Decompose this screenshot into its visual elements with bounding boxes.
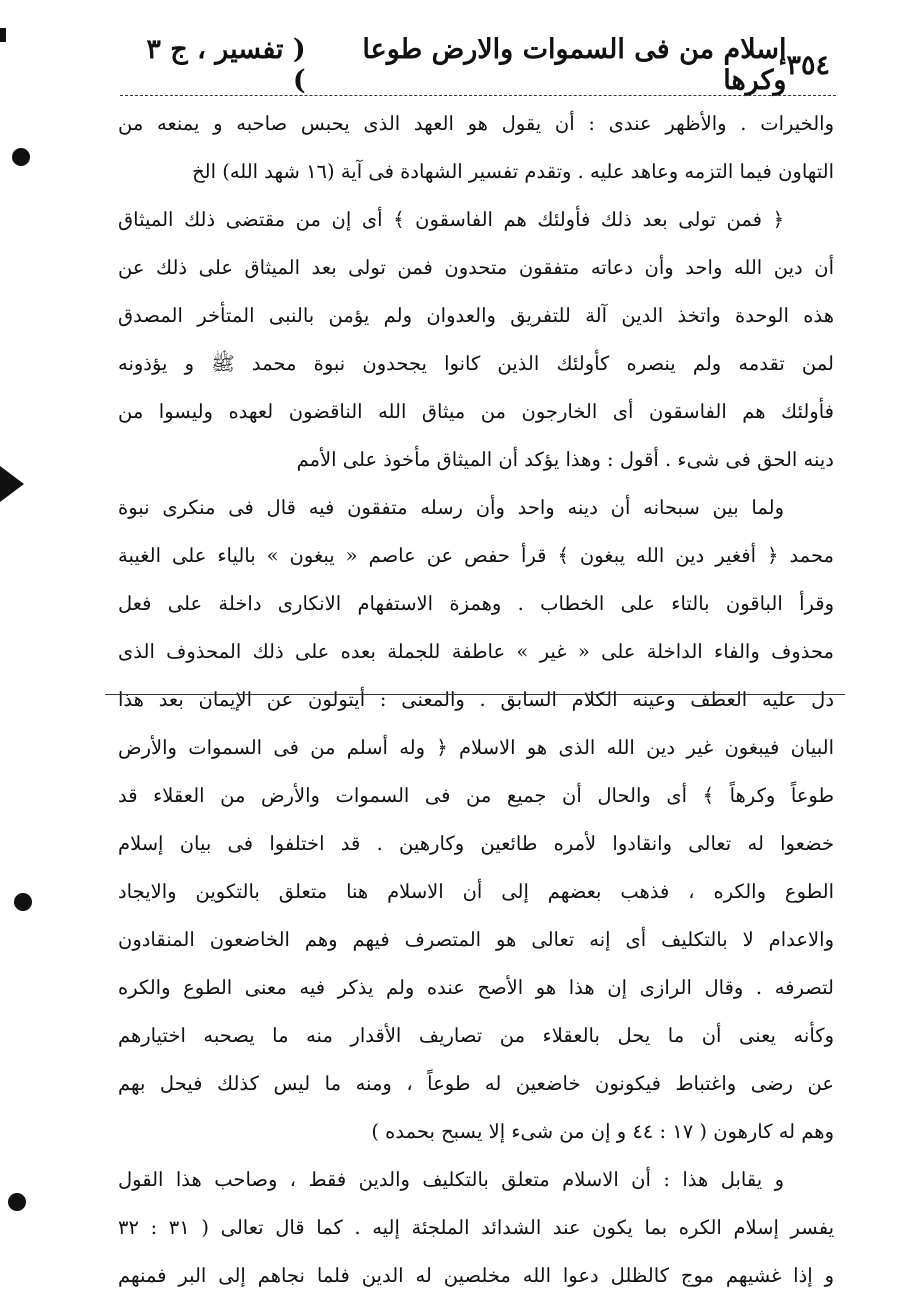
text-line: دينه الحق فى شىء . أقول : وهذا يؤكد أن الميثاق مأخوذ على الأمم bbox=[296, 448, 834, 471]
edge-tab-mark bbox=[0, 466, 24, 502]
text-line: محذوف والفاء الداخلة على « غير » عاطفة للجملة بعده على ذلك المحذوف الذى bbox=[118, 640, 834, 663]
text-line: ﴿ فمن تولى بعد ذلك فأولئك هم الفاسقون ﴾ أى إن من مقتضى ذلك الميثاق bbox=[118, 208, 784, 231]
text-line: هذه الوحدة واتخذ الدين آلة للتفريق والعدوان ولم يؤمن بالنبى المتأخر المصدق bbox=[118, 304, 834, 327]
text-line: أن دين الله واحد وأن دعاته متفقون متحدون فمن تولى بعد الميثاق على ذلك عن bbox=[118, 256, 834, 279]
text-line: وقرأ الباقون بالتاء على الخطاب . وهمزة الاستفهام الانكارى داخلة على فعل bbox=[118, 592, 834, 615]
text-line: و يقابل هذا : أن الاسلام متعلق بالتكليف والدين فقط ، وصاحب هذا القول bbox=[118, 1168, 784, 1191]
text-line: وكأنه يعنى أن ما يحل بالعقلاء من تصاريف الأقدار منه ما يصحبه اختيارهم bbox=[118, 1024, 834, 1047]
running-title: إسلام من فى السموات والارض طوعا وكرها bbox=[362, 34, 787, 96]
page-number: ٣٥٤ bbox=[786, 49, 830, 81]
text-line: يفسر إسلام الكره بما يكون عند الشدائد الملجئة إليه . كما قال تعالى ( ٣١ : ٣٢ bbox=[118, 1216, 834, 1239]
binding-hole-mark bbox=[8, 1193, 26, 1211]
binding-hole-mark bbox=[12, 148, 30, 166]
text-line: البيان فيبغون غير دين الله الذى هو الاسلام ﴿ وله أسلم من فى السموات والأرض bbox=[118, 736, 834, 759]
text-line: خضعوا له تعالى وانقادوا لأمره طائعين وكارهين . قد اختلفوا فى بيان إسلام bbox=[118, 832, 834, 855]
text-line: طوعاً وكرهاً ﴾ أى والحال أن جميع من فى السموات والأرض من العقلاء قد bbox=[118, 784, 834, 807]
text-line: عن رضى واغتباط فيكونون خاضعين له طوعاً ، ومنه ما ليس كذلك فيحل بهم bbox=[118, 1072, 834, 1095]
body-text bbox=[118, 100, 834, 1300]
text-line: الطوع والكره ، فذهب بعضهم إلى أن الاسلام هنا متعلق بالتكوين والايجاد bbox=[118, 880, 834, 903]
text-line: والخيرات . والأظهر عندى : أن يقول هو العهد الذى يحبس صاحبه و يمنعه من bbox=[118, 112, 834, 135]
text-line: والاعدام لا بالتكليف أى إنه تعالى هو المتصرف فيهم وهم الخاضعون المنقادون bbox=[118, 928, 834, 951]
text-line: ولما بين سبحانه أن دينه واحد وأن رسله متفقون فيه قال فى منكرى نبوة bbox=[118, 496, 784, 519]
page-header bbox=[130, 34, 830, 96]
volume-label: ( تفسير ، ج ٣ ) bbox=[146, 34, 306, 96]
text-line: و إذا غشيهم موج كالظلل دعوا الله مخلصين له الدين فلما نجاهم إلى البر فمنهم bbox=[118, 1264, 834, 1287]
binding-hole-mark bbox=[14, 893, 32, 911]
text-line: وهم له كارهون ( ١٧ : ٤٤ و إن من شىء إلا يسبح بحمده ) bbox=[371, 1120, 834, 1143]
horizontal-rule bbox=[105, 694, 845, 695]
text-line: التهاون فيما التزمه وعاهد عليه . وتقدم تفسير الشهادة فى آية (١٦ شهد الله) الخ bbox=[192, 160, 834, 183]
text-line: محمد ﴿ أفغير دين الله يبغون ﴾ قرأ حفص عن عاصم « يبغون » بالياء على الغيبة bbox=[118, 544, 834, 567]
text-line: دل عليه العطف وعينه الكلام السابق . والمعنى : أيتولون عن الإيمان بعد هذا bbox=[118, 688, 834, 711]
text-line: لتصرفه . وقال الرازى إن هذا هو الأصح عنده ولم يذكر فيه معنى الطوع والكره bbox=[118, 976, 834, 999]
edge-mark bbox=[0, 28, 6, 42]
text-line: فأولئك هم الفاسقون أى الخارجون من ميثاق الله الناقضون لعهده وليسوا من bbox=[118, 400, 834, 423]
header-divider bbox=[120, 95, 836, 96]
text-line: لمن تقدمه ولم ينصره كأولئك الذين كانوا يجحدون نبوة محمد ﷺ و يؤذونه bbox=[118, 352, 834, 375]
